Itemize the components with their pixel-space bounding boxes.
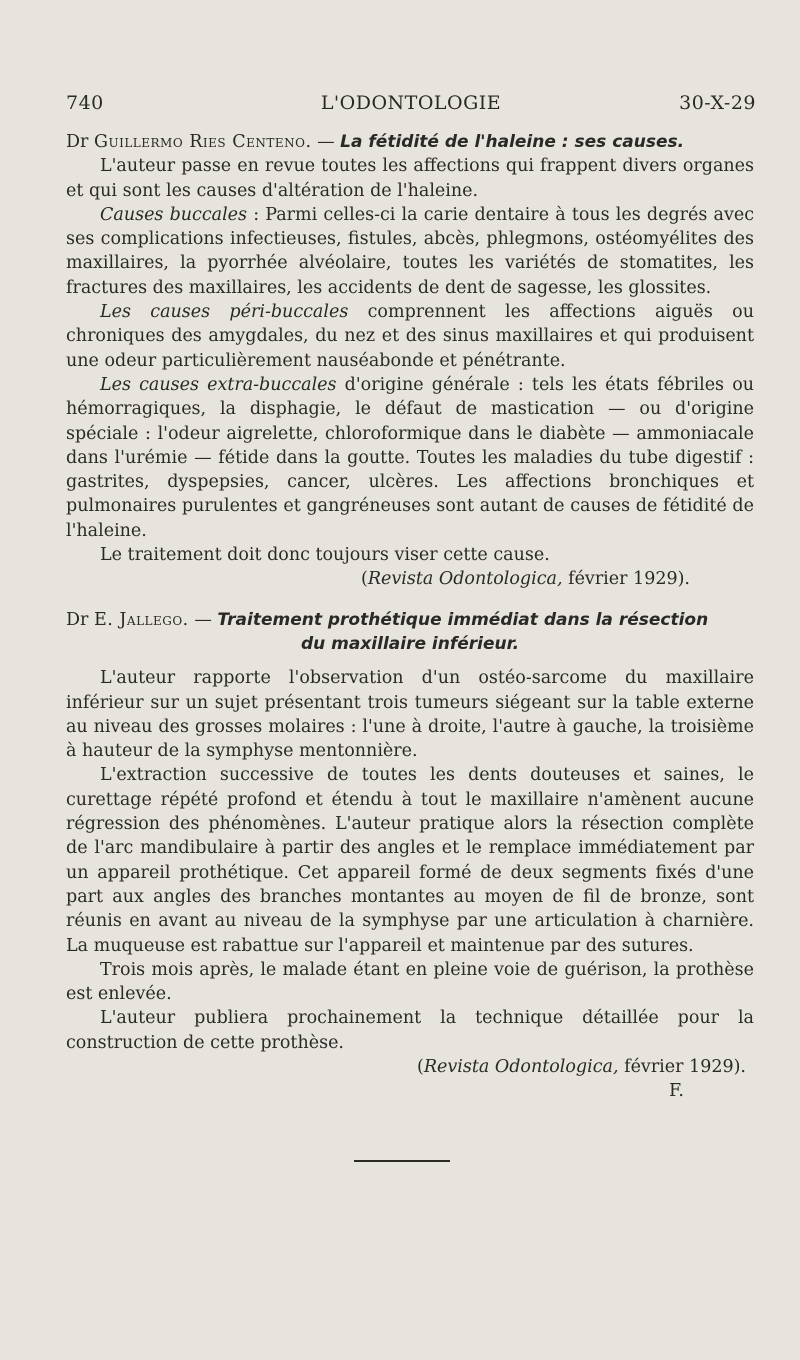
article-1-paragraph [66, 373, 754, 543]
article-1-paragraph: Le traitement doit donc toujours viser cette cause. [100, 545, 550, 566]
running-header [66, 92, 756, 122]
citation-open: ( [361, 569, 368, 590]
article-1-heading [66, 130, 754, 154]
article-1-author: Guillermo Ries Centeno. [93, 132, 312, 152]
citation-date: février 1929). [568, 569, 690, 590]
end-rule [354, 1160, 450, 1162]
article-2-paragraph: Trois mois après, le malade étant en pleine voie de guérison, la prothèse est enlevée. [66, 959, 754, 1005]
article-2-paragraph: L'auteur publiera prochainement la technique détaillée pour la construction de cette prothèse. [66, 1008, 754, 1053]
article-1-paragraph [66, 203, 754, 300]
article-1-citation [66, 567, 754, 591]
article-1-paragraph [66, 300, 754, 373]
article-2-title-line2-wrap [66, 632, 754, 656]
author-prefix: Dr [66, 132, 89, 152]
paragraph-lead: Causes buccales [100, 204, 248, 225]
author-prefix: Dr [66, 609, 89, 630]
spacer [66, 592, 754, 608]
article-2-citation [66, 1055, 754, 1079]
citation-journal: Revista Odontologica, [367, 569, 563, 590]
citation-date: février 1929). [624, 1056, 746, 1077]
paragraph-text: d'origine générale : tels les états fébriles ou hémorragiques, la disphagie, le défaut de mastication — ou d'origine spéciale : l'odeur aigrelette, chloroformique dans le diabète — ammoniacale dans l'urémie — fétide dans la goutte. Toutes les maladies du tube digestif : gastrites, dyspepsies, cancer, ulcères. Les affections bronchiques et pulmonaires purulentes et gangréneuses sont autant de causes de fétidité de l'haleine. [66, 374, 755, 541]
article-2-paragraph: L'extraction successive de toutes les dents douteuses et saines, le curettage répété profond et étendu à tout le maxillaire n'amènent aucune régression des phénomènes. L'auteur pratique alors la résection complète de l'arc mandibulaire à partir des angles et le remplace immédiatement par un appareil prothétique. Cet appareil formé de deux segments fixés d'une part aux angles des branches montantes au moyen de fil de bronze, sont réunis en avant au niveau de la symphyse par une articulation à charnière. La muqueuse est rabattue sur l'appareil et maintenue par des sutures. [66, 765, 754, 956]
page-number: 740 [66, 92, 104, 114]
article-2-title-line2: du maxillaire inférieur. [300, 633, 520, 654]
paragraph-lead: Les causes péri-buccales [100, 302, 349, 323]
citation-journal: Revista Odontologica, [423, 1056, 619, 1077]
article-1-paragraph: L'auteur passe en revue toutes les affections qui frappent divers organes et qui sont les causes d'altération de l'haleine. [66, 156, 754, 201]
journal-title: L'ODONTOLOGIE [320, 92, 502, 114]
article-2-paragraph: L'auteur rapporte l'observation d'un ostéo-sarcome du maxillaire inférieur sur un sujet présentant trois tumeurs siégeant sur la table externe au niveau des grosses molaires : l'une à droite, l'autre à gauche, la troisième à hauteur de la symphyse mentonnière. [66, 668, 754, 762]
spacer [66, 656, 754, 666]
heading-dash: — [194, 609, 212, 630]
article-1-title: La fétidité de l'haleine : ses causes. [340, 132, 685, 152]
paragraph-text: comprennent les affections aiguës ou chroniques des amygdales, du nez et des sinus maxillaires et qui produisent une odeur particulièrement nauséabonde et pénétrante. [66, 302, 754, 371]
article-2-heading [66, 608, 754, 632]
article-2-title-line1: Traitement prothétique immédiat dans la résection [217, 609, 709, 630]
heading-dash: — [317, 132, 335, 152]
paragraph-text: : Parmi celles-ci la carie dentaire à tous les degrés avec ses complications infectieuses, fistules, abcès, phlegmons, ostéomyélites des maxillaires, la pyorrhée alvéolaire, toutes les variétés de stomatites, les fractures des maxillaires, les accidents de dent de sagesse, les glossites. [66, 204, 755, 298]
article-2-author: E. Jallego. [93, 609, 189, 630]
article-body [66, 130, 754, 1104]
signature: F. [669, 1081, 684, 1102]
citation-open: ( [417, 1056, 424, 1077]
issue-date: 30-X-29 [679, 92, 756, 114]
paragraph-lead: Les causes extra-buccales [100, 374, 337, 395]
